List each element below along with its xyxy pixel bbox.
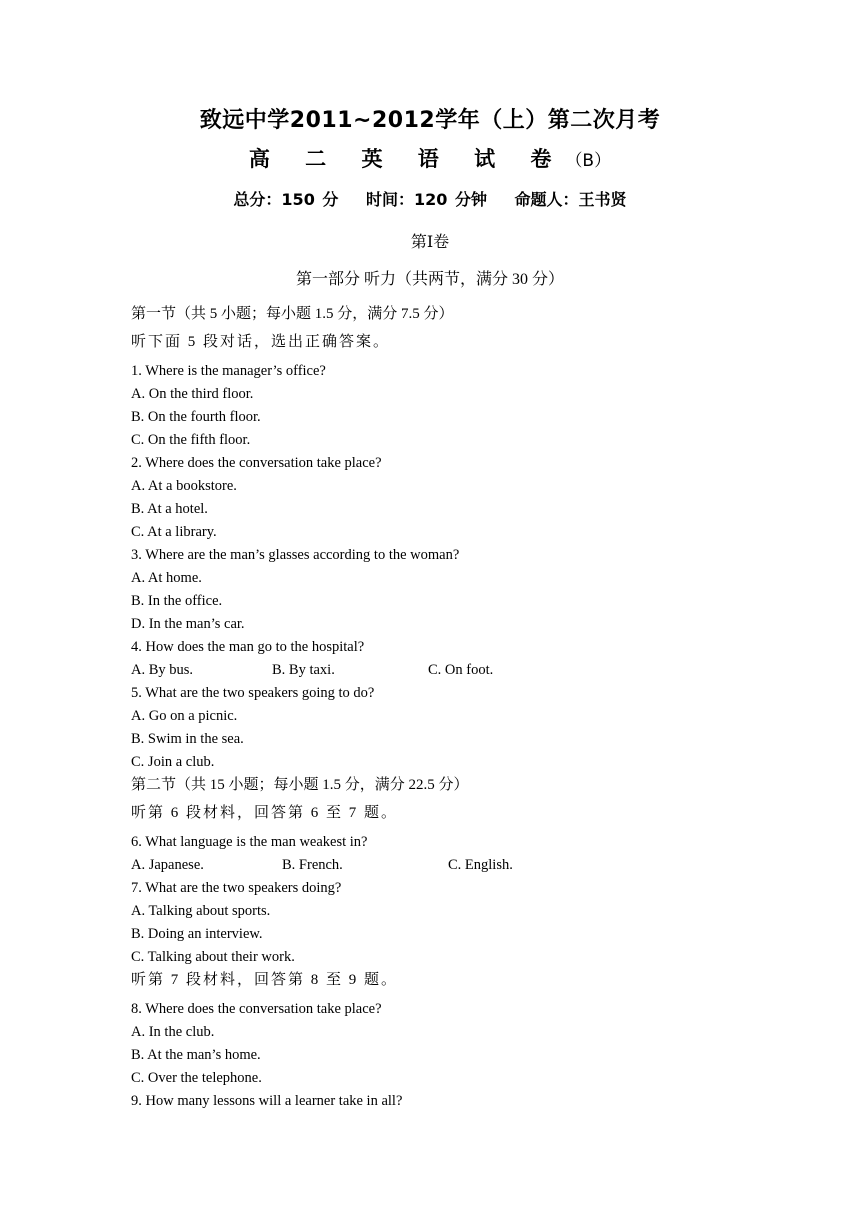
option-a: A. Talking about sports. <box>131 903 271 919</box>
exam-author: 命题人：王书贤 <box>514 190 627 209</box>
option-c: C. On foot. <box>428 662 494 678</box>
option-b: B. In the office. <box>131 593 223 609</box>
option-b: B. On the fourth floor. <box>131 409 261 425</box>
option-b: B. At the man’s home. <box>131 1047 261 1063</box>
option-a: A. At home. <box>131 570 202 586</box>
option-c: C. Join a club. <box>131 754 215 770</box>
question-text: 3. Where are the man’s glasses according to the woman? <box>131 547 460 563</box>
section-instruction: 听下面 5 段对话，选出正确答案。 <box>131 334 391 350</box>
option-a: A. By bus. <box>131 662 194 678</box>
option-a: A. At a bookstore. <box>131 478 237 494</box>
question-text: 6. What language is the man weakest in? <box>131 834 368 850</box>
section-heading: 第二节（共 15 小题；每小题 1.5 分，满分 22.5 分） <box>131 777 469 793</box>
question-text: 9. How many lessons will a learner take in all? <box>131 1093 403 1109</box>
option-b: B. French. <box>282 857 343 873</box>
option-b: B. Doing an interview. <box>131 926 263 942</box>
part-heading: 第一部分 听力（共两节，满分 30 分） <box>295 271 564 288</box>
option-c: C. Over the telephone. <box>131 1070 262 1086</box>
option-c: C. On the fifth floor. <box>131 432 251 448</box>
question-text: 8. Where does the conversation take place? <box>131 1001 382 1017</box>
total-score: 总分：150 分 <box>233 190 339 209</box>
options-row <box>131 854 791 877</box>
exam-subtitle <box>0 143 860 173</box>
option-a: A. Japanese. <box>131 857 204 873</box>
exam-meta <box>0 187 860 210</box>
options-row <box>131 659 791 682</box>
option-c: C. English. <box>448 857 513 873</box>
option-b: B. At a hotel. <box>131 501 208 517</box>
section-instruction: 听第 7 段材料，回答第 8 至 9 题。 <box>131 972 399 988</box>
option-a: A. Go on a picnic. <box>131 708 238 724</box>
question-text: 2. Where does the conversation take place? <box>131 455 382 471</box>
exam-time: 时间：120 分钟 <box>365 190 487 209</box>
option-a: A. On the third floor. <box>131 386 254 402</box>
option-b: B. Swim in the sea. <box>131 731 244 747</box>
volume-heading: 第Ⅰ卷 <box>410 234 450 251</box>
option-b: B. By taxi. <box>272 662 335 678</box>
question-text: 5. What are the two speakers going to do? <box>131 685 375 701</box>
question-text: 7. What are the two speakers doing? <box>131 880 342 896</box>
option-c: C. Talking about their work. <box>131 949 295 965</box>
question-body <box>131 303 791 1113</box>
paper-version: （B） <box>565 151 612 171</box>
option-c: D. In the man’s car. <box>131 616 245 632</box>
option-a: A. In the club. <box>131 1024 215 1040</box>
question-text: 1. Where is the manager’s office? <box>131 363 326 379</box>
option-c: C. At a library. <box>131 524 217 540</box>
section-instruction: 听第 6 段材料，回答第 6 至 7 题。 <box>131 805 399 821</box>
subtitle-text: 高 二 英 语 试 卷 <box>248 147 566 171</box>
section-heading: 第一节（共 5 小题；每小题 1.5 分，满分 7.5 分） <box>131 306 454 322</box>
exam-title: 致远中学2011~2012学年（上）第二次月考 <box>199 108 661 133</box>
question-text: 4. How does the man go to the hospital? <box>131 639 365 655</box>
